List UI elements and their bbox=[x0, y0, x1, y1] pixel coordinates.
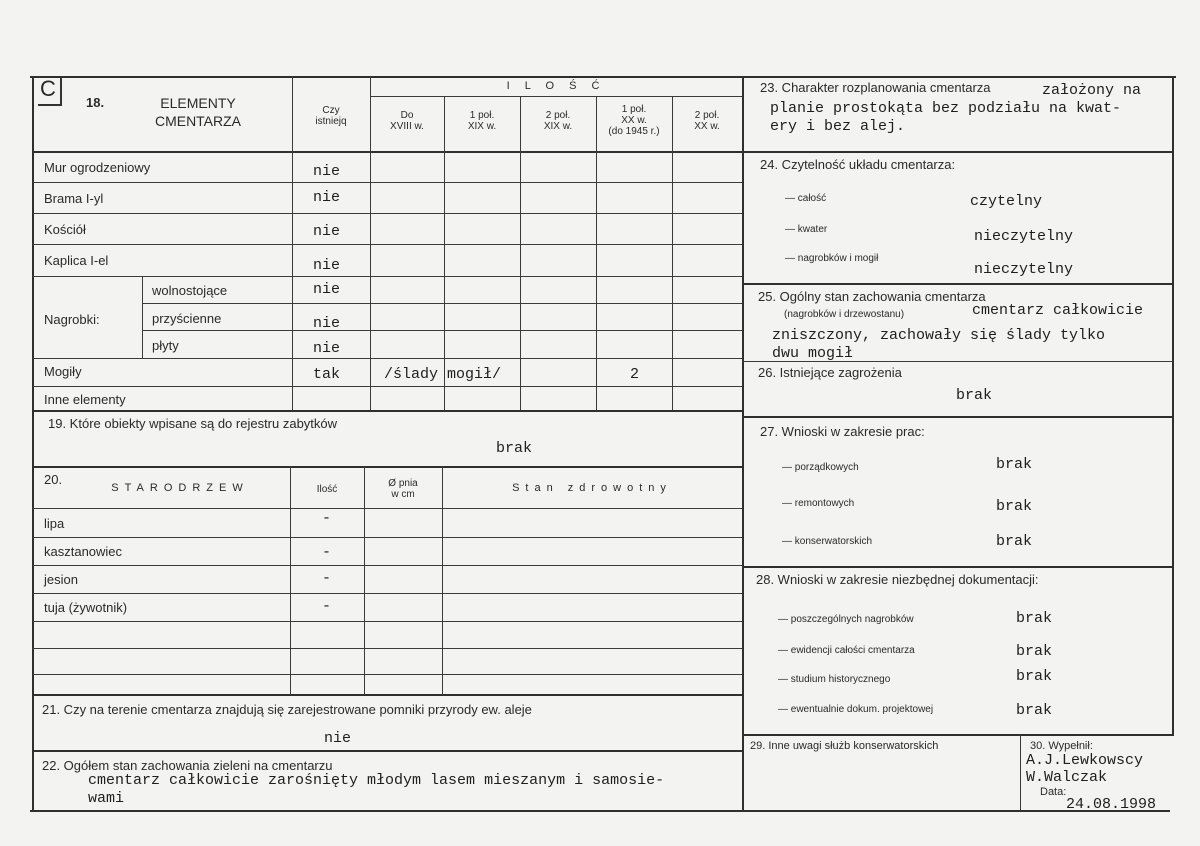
tree-qty: - bbox=[322, 544, 332, 561]
period-line: (do 1945 r.) bbox=[608, 126, 660, 137]
period-line: XIX w. bbox=[543, 121, 573, 132]
period-header bbox=[672, 110, 742, 132]
section-letter: C bbox=[40, 76, 56, 101]
s27-item-label: — remontowych bbox=[782, 498, 855, 509]
s25-line2: zniszczony, zachowały się ślady tylko bbox=[772, 327, 1106, 344]
s26-value: brak bbox=[956, 387, 993, 404]
s28-item-label: — poszczególnych nagrobków bbox=[778, 614, 914, 625]
row-exists: nie bbox=[313, 223, 341, 240]
s19-value: brak bbox=[496, 440, 533, 457]
s20-number: 20. bbox=[44, 472, 63, 487]
s21-label: 21. Czy na terenie cmentarza znajdują się zarejestrowane pomniki przyrody ew. aleje bbox=[42, 702, 532, 717]
s24-item-value: czytelny bbox=[970, 193, 1043, 210]
tree-name: tuja (żywotnik) bbox=[44, 600, 128, 615]
s30-name1: A.J.Lewkowscy bbox=[1026, 752, 1144, 769]
row-exists: nie bbox=[313, 257, 341, 274]
period-header bbox=[596, 104, 672, 137]
tree-name: jesion bbox=[44, 572, 78, 587]
s18-title-line2: CMENTARZA bbox=[154, 113, 242, 129]
period-line: XX w. bbox=[694, 121, 720, 132]
col-exists-header bbox=[292, 105, 370, 127]
s18-title bbox=[138, 94, 258, 130]
s28-item-value: brak bbox=[1016, 610, 1053, 627]
s21-value: nie bbox=[324, 730, 352, 747]
s27-item-value: brak bbox=[996, 498, 1033, 515]
s23-label: 23. Charakter rozplanowania cmentarza bbox=[760, 80, 991, 95]
period-line: 2 poł. bbox=[545, 110, 571, 121]
s20-col-diam-line1: Ø pnia bbox=[388, 478, 418, 489]
row-label: Brama I-yl bbox=[44, 191, 104, 206]
period-line: XX w. bbox=[621, 115, 647, 126]
s28-label: 28. Wnioski w zakresie niezbędnej dokumentacji: bbox=[756, 572, 1039, 587]
s27-item-value: brak bbox=[996, 533, 1033, 550]
period-line: 1 poł. bbox=[621, 104, 647, 115]
s25-line3: dwu mogił bbox=[772, 345, 854, 362]
s24-item-value: nieczytelny bbox=[974, 261, 1074, 278]
col-ilosc-header: I L O Ś Ć bbox=[506, 80, 606, 92]
s24-item-value: nieczytelny bbox=[974, 228, 1074, 245]
row-label: Kaplica I-el bbox=[44, 253, 109, 268]
nagrobki-type: płyty bbox=[152, 338, 179, 353]
s27-item-value: brak bbox=[996, 456, 1033, 473]
nagrobki-exists: nie bbox=[313, 315, 341, 332]
nagrobki-exists: nie bbox=[313, 281, 341, 298]
s27-label: 27. Wnioski w zakresie prac: bbox=[760, 424, 925, 439]
s24-item-label: — nagrobków i mogił bbox=[785, 253, 879, 264]
s24-item-label: — całość bbox=[785, 193, 827, 204]
s27-item-label: — konserwatorskich bbox=[782, 536, 873, 547]
mogily-label: Mogiły bbox=[44, 364, 82, 379]
tree-name: kasztanowiec bbox=[44, 544, 123, 559]
s28-item-label: — ewentualnie dokum. projektowej bbox=[778, 704, 934, 715]
s28-item-label: — ewidencji całości cmentarza bbox=[778, 645, 915, 656]
period-line: 2 poł. bbox=[694, 110, 720, 121]
s26-label: 26. Istniejące zagrożenia bbox=[758, 365, 902, 380]
s27-item-label: — porządkowych bbox=[782, 462, 859, 473]
nagrobki-label: Nagrobki: bbox=[44, 312, 100, 327]
s28-item-value: brak bbox=[1016, 702, 1053, 719]
s23-line2: planie prostokąta bez podziału na kwat- bbox=[770, 100, 1122, 117]
row-exists: nie bbox=[313, 189, 341, 206]
s20-title: STARODRZEW bbox=[111, 482, 249, 494]
s28-item-value: brak bbox=[1016, 643, 1053, 660]
period-header bbox=[370, 110, 444, 132]
tree-qty: - bbox=[322, 510, 332, 527]
period-header bbox=[444, 110, 520, 132]
s30-label: 30. Wypełnił: bbox=[1030, 740, 1093, 752]
mogily-exists: tak bbox=[313, 366, 341, 383]
s24-label: 24. Czytelność układu cmentarza: bbox=[760, 157, 956, 172]
s23-line3: ery i bez alej. bbox=[770, 118, 906, 135]
mogily-count: 2 bbox=[630, 366, 640, 383]
nagrobki-type: wolnostojące bbox=[152, 283, 228, 298]
s25-sub: (nagrobków i drzewostanu) bbox=[784, 309, 905, 320]
period-line: Do bbox=[400, 110, 414, 121]
s19-label: 19. Które obiekty wpisane są do rejestru zabytków bbox=[48, 416, 338, 431]
period-line: XIX w. bbox=[467, 121, 497, 132]
s30-date: 24.08.1998 bbox=[1066, 796, 1157, 813]
s20-col-qty: Ilość bbox=[316, 484, 338, 495]
nagrobki-exists: nie bbox=[313, 340, 341, 357]
s29-label: 29. Inne uwagi służb konserwatorskich bbox=[750, 740, 939, 752]
nagrobki-type: przyścienne bbox=[152, 311, 222, 326]
s22-line1: cmentarz całkowicie zarośnięty młodym lasem mieszanym i samosie- bbox=[88, 772, 665, 789]
tree-name: lipa bbox=[44, 516, 65, 531]
row-exists: nie bbox=[313, 163, 341, 180]
s20-col-health: Stan zdrowotny bbox=[512, 482, 672, 494]
s22-line2: wami bbox=[88, 790, 125, 807]
period-header bbox=[520, 110, 596, 132]
s25-label: 25. Ogólny stan zachowania cmentarza bbox=[758, 289, 986, 304]
period-line: XVIII w. bbox=[390, 121, 424, 132]
s25-line1: cmentarz całkowicie bbox=[972, 302, 1144, 319]
col-exists-line1: Czy bbox=[322, 105, 340, 116]
section-letter-box bbox=[38, 78, 62, 106]
s28-item-label: — studium historycznego bbox=[778, 674, 891, 685]
tree-qty: - bbox=[322, 598, 332, 615]
mogily-note: /ślady mogił/ bbox=[384, 366, 502, 383]
row-label: Kościół bbox=[44, 222, 86, 237]
s30-name2: W.Walczak bbox=[1026, 769, 1108, 786]
s23-line1: założony na bbox=[1042, 82, 1142, 99]
s28-item-value: brak bbox=[1016, 668, 1053, 685]
s20-col-diam-line2: w cm bbox=[391, 489, 415, 500]
s30-date-label: Data: bbox=[1040, 786, 1067, 798]
period-line: 1 poł. bbox=[469, 110, 495, 121]
s24-item-label: — kwater bbox=[785, 224, 828, 235]
col-exists-line2: istniejq bbox=[315, 116, 347, 127]
row-label: Mur ogrodzeniowy bbox=[44, 160, 151, 175]
s18-number: 18. bbox=[86, 95, 105, 110]
tree-qty: - bbox=[322, 570, 332, 587]
s20-col-diam bbox=[364, 478, 442, 500]
s22-label: 22. Ogółem stan zachowania zieleni na cmentarzu bbox=[42, 758, 333, 773]
inne-label: Inne elementy bbox=[44, 392, 126, 407]
s18-title-line1: ELEMENTY bbox=[160, 95, 236, 111]
